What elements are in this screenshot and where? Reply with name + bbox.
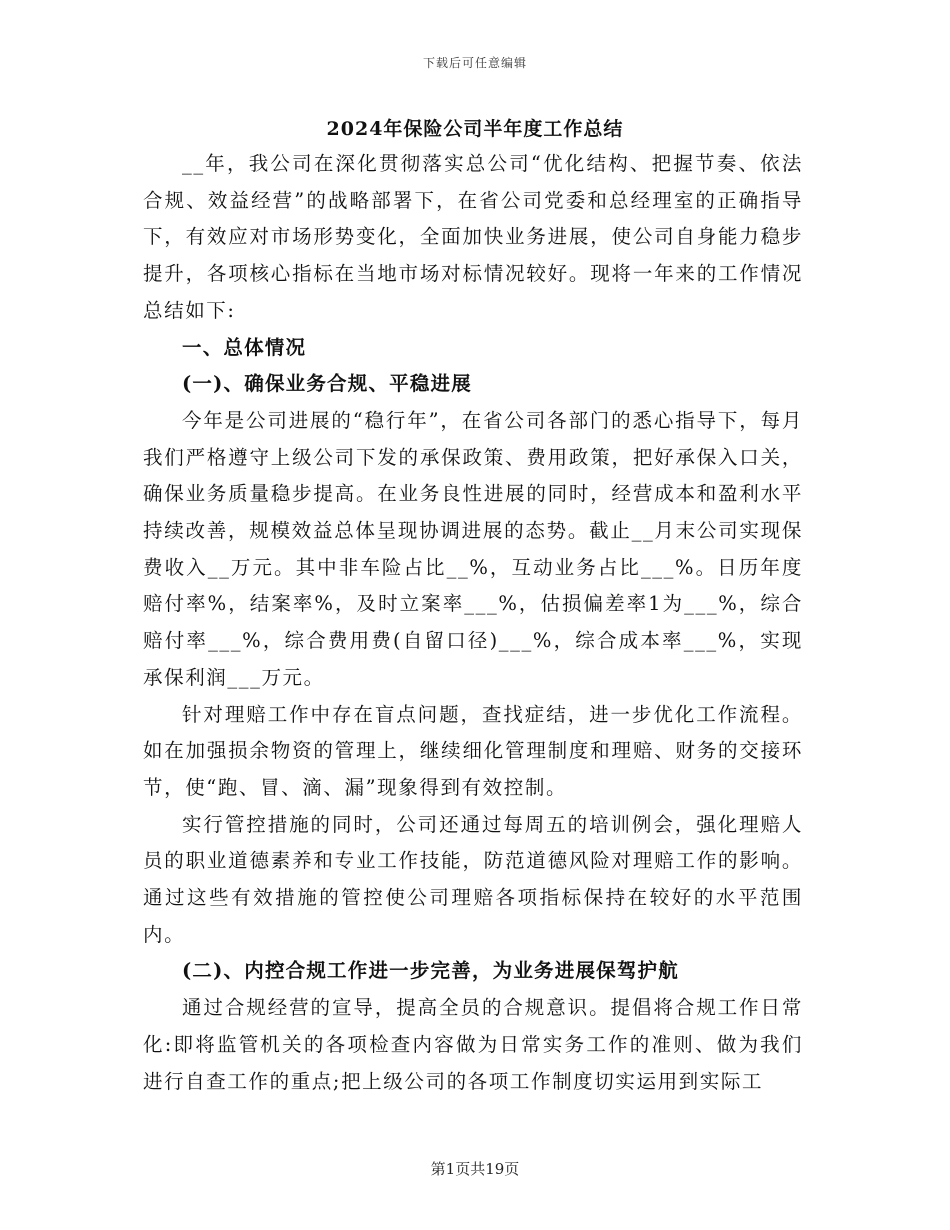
header-note: 下载后可任意编辑 — [422, 56, 527, 70]
body-paragraph-compliance-awareness: 通过合规经营的宣导，提高全员的合规意识。提倡将合规工作日常化:即将监管机关的各项检查内容做为日常实务工作的准则、做为我们进行自查工作的重点;把上级公司的各项工作制度切实运用到实际工 — [143, 996, 803, 1093]
page-number: 第1页共19页 — [430, 1160, 520, 1178]
document-body — [143, 146, 803, 1100]
body-paragraph-training: 实行管控措施的同时，公司还通过每周五的培训例会，强化理赔人员的职业道德素养和专业工作技能，防范道德风险对理赔工作的影响。通过这些有效措施的管控使公司理赔各项指标保持在较好的水平范围内。 — [143, 812, 803, 946]
section-heading-overview: 一、总体情况 — [182, 335, 307, 359]
page-title: 2024年保险公司半年度工作总结 — [326, 118, 624, 140]
subsection-heading-compliance: (一)、确保业务合规、平稳进展 — [182, 372, 472, 396]
body-paragraph-claims-process: 针对理赔工作中存在盲点问题，查找症结，进一步优化工作流程。如在加强损余物资的管理上，继续细化管理制度和理赔、财务的交接环节，使“跑、冒、滴、漏”现象得到有效控制。 — [143, 702, 803, 799]
intro-paragraph: __年，我公司在深化贯彻落实总公司“优化结构、把握节奏、依法合规、效益经营”的战略部署下，在省公司党委和总经理室的正确指导下，有效应对市场形势变化，全面加快业务进展，使公司自身能力稳步提升，各项核心指标在当地市场对标情况较好。现将一年来的工作情况总结如下: — [143, 152, 803, 322]
body-paragraph-performance: 今年是公司进展的“稳行年”，在省公司各部门的悉心指导下，每月我们严格遵守上级公司下发的承保政策、费用政策，把好承保入口关，确保业务质量稳步提高。在业务良性进展的同时，经营成本和盈利水平持续改善，规模效益总体呈现协调进展的态势。截止__月末公司实现保费收入__万元。其中非车险占比__%，互动业务占比___%。日历年度赔付率%，结案率%，及时立案率___%，估损偏差率1为___%，综合赔付率___%，综合费用费(自留口径)___%，综合成本率___%，实现承保利润___万元。 — [143, 408, 803, 689]
subsection-heading-internal-control: (二)、内控合规工作进一步完善，为业务进展保驾护航 — [182, 959, 679, 983]
